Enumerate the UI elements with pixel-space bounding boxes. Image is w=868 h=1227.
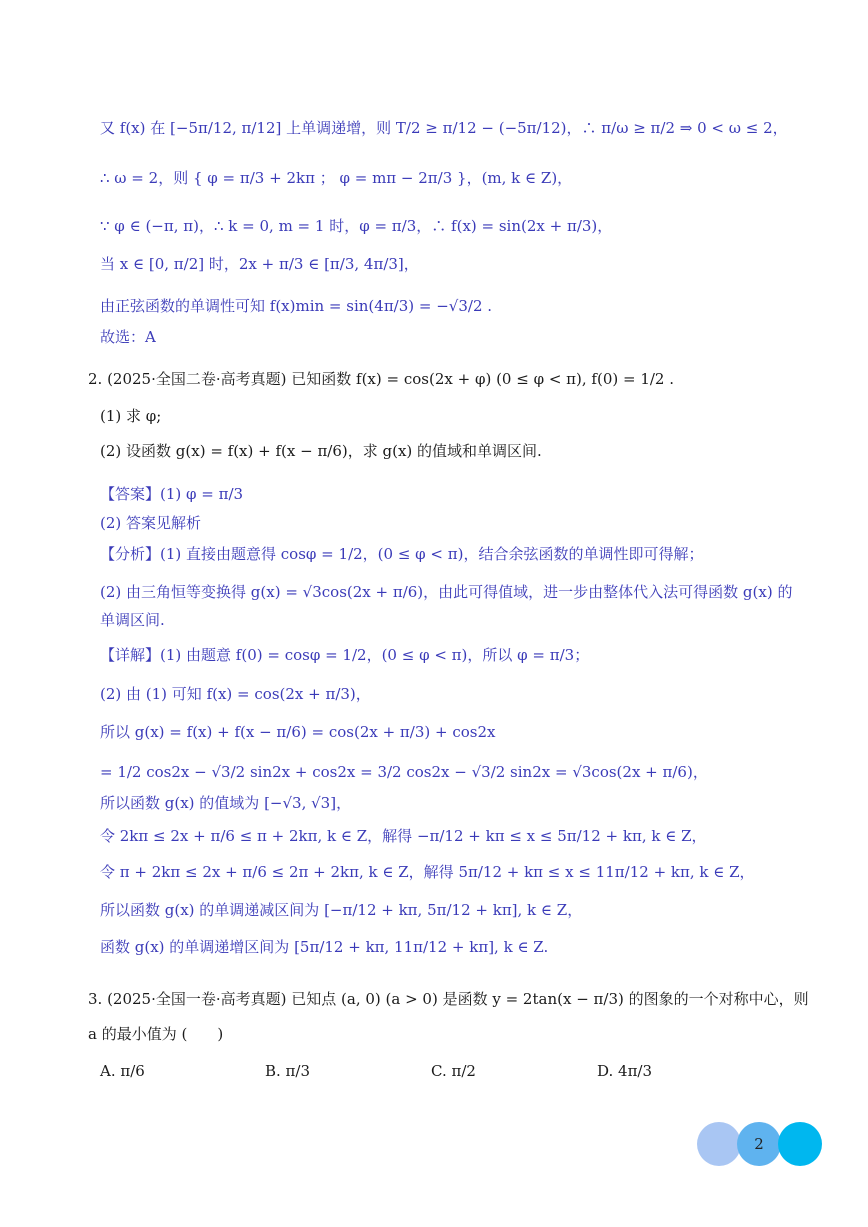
page-number: 2 xyxy=(754,1135,764,1153)
q2-detail-8: 所以函数 g(x) 的单调递减区间为 [−π/12 + kπ, 5π/12 + kπ], k ∈ Z， xyxy=(100,901,583,919)
page-indicator xyxy=(697,1122,822,1166)
q2-answer-2: (2) 答案见解析 xyxy=(100,514,202,532)
q2-detail-2: (2) 由 (1) 可知 f(x) = cos(2x + π/3)， xyxy=(100,685,371,703)
prev-solution-line-2: ∴ ω = 2，则 { φ = π/3 + 2kπ ； φ = mπ − 2π/3 }，(m, k ∈ Z)， xyxy=(100,169,573,187)
question-3-stem: 3. (2025·全国一卷·高考真题) 已知点 (a, 0) (a > 0) 是函数 y = 2tan(x − π/3) 的图象的一个对称中心，则 xyxy=(88,990,809,1008)
question-2-stem: 2. (2025·全国二卷·高考真题) 已知函数 f(x) = cos(2x + φ) (0 ≤ φ < π), f(0) = 1/2 . xyxy=(88,370,674,388)
prev-solution-line-5: 由正弦函数的单调性可知 f(x)min = sin(4π/3) = −√3/2 . xyxy=(100,297,493,315)
q2-detail-9: 函数 g(x) 的单调递增区间为 [5π/12 + kπ, 11π/12 + kπ], k ∈ Z. xyxy=(100,938,549,956)
page-circle-right xyxy=(778,1122,822,1166)
option-d: D. 4π/3 xyxy=(597,1062,653,1080)
page-circle-left xyxy=(697,1122,741,1166)
prev-solution-line-4: 当 x ∈ [0, π/2] 时，2x + π/3 ∈ [π/3, 4π/3]， xyxy=(100,255,419,273)
option-c: C. π/2 xyxy=(431,1062,476,1080)
prev-solution-line-3: ∵ φ ∈ (−π, π)，∴ k = 0, m = 1 时，φ = π/3，∴ f(x) = sin(2x + π/3)， xyxy=(100,217,613,235)
q2-answer-1: 【答案】(1) φ = π/3 xyxy=(100,485,244,503)
q2-analysis-3: 单调区间. xyxy=(100,611,165,629)
q2-detail-5: 所以函数 g(x) 的值域为 [−√3, √3]， xyxy=(100,794,352,812)
q2-analysis-1: 【分析】(1) 直接由题意得 cosφ = 1/2，(0 ≤ φ < π)，结合余弦函数的单调性即可得解； xyxy=(100,545,704,563)
q2-detail-7: 令 π + 2kπ ≤ 2x + π/6 ≤ 2π + 2kπ, k ∈ Z，解得 5π/12 + kπ ≤ x ≤ 11π/12 + kπ, k ∈ Z， xyxy=(100,863,755,881)
question-3-stem-2: a 的最小值为 ( ) xyxy=(88,1025,224,1043)
q2-detail-4: = 1/2 cos2x − √3/2 sin2x + cos2x = 3/2 cos2x − √3/2 sin2x = √3cos(2x + π/6)， xyxy=(100,763,708,781)
q2-analysis-2: (2) 由三角恒等变换得 g(x) = √3cos(2x + π/6)，由此可得值域，进一步由整体代入法可得函数 g(x) 的 xyxy=(100,583,793,601)
prev-solution-answer: 故选：A xyxy=(100,328,156,346)
q2-detail-3: 所以 g(x) = f(x) + f(x − π/6) = cos(2x + π/3) + cos2x xyxy=(100,723,496,741)
question-2-part-1: (1) 求 φ; xyxy=(100,407,162,425)
q2-detail-1: 【详解】(1) 由题意 f(0) = cosφ = 1/2，(0 ≤ φ < π)，所以 φ = π/3； xyxy=(100,646,590,664)
option-b: B. π/3 xyxy=(265,1062,311,1080)
q2-detail-6: 令 2kπ ≤ 2x + π/6 ≤ π + 2kπ, k ∈ Z，解得 −π/12 + kπ ≤ x ≤ 5π/12 + kπ, k ∈ Z， xyxy=(100,827,707,845)
option-a: A. π/6 xyxy=(100,1062,145,1080)
question-2-part-2: (2) 设函数 g(x) = f(x) + f(x − π/6)，求 g(x) 的值域和单调区间. xyxy=(100,442,542,460)
prev-solution-line-1: 又 f(x) 在 [−5π/12, π/12] 上单调递增，则 T/2 ≥ π/12 − (−5π/12)，∴ π/ω ≥ π/2 ⇒ 0 < ω ≤ 2， xyxy=(100,119,788,137)
